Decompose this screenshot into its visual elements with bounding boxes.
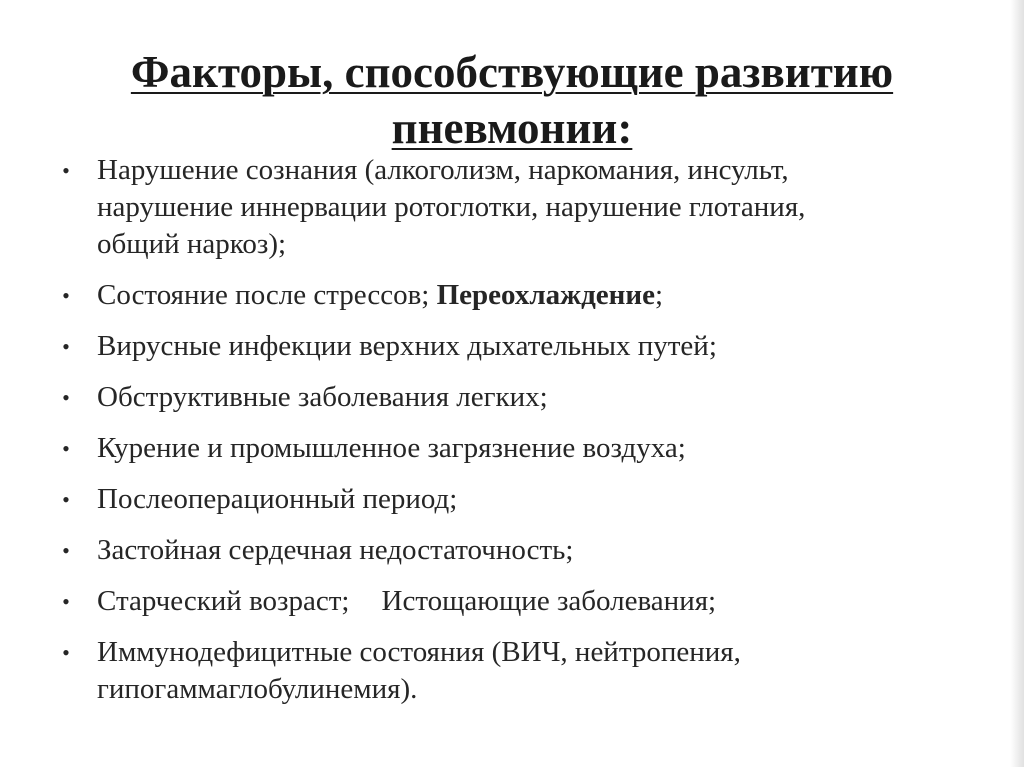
list-item [56,430,956,467]
item-1-line-1: Нарушение сознания (алкоголизм, наркомания, инсульт, [97,154,789,186]
item-9-line-2: гипогаммаглобулинемия). [97,673,418,705]
item-7-text: Застойная сердечная недостаточность; [97,534,574,566]
list-item [56,481,956,518]
item-2-text: Состояние после стрессов; [97,279,437,311]
item-4-text: Обструктивные заболевания легких; [97,381,548,413]
list-item [56,277,956,314]
bullet-icon: • [62,487,70,512]
list-item [56,379,956,416]
bullet-icon: • [62,158,70,183]
title-line-1: Факторы, способствующие развитию [130,47,894,97]
list-item [56,634,956,708]
bullet-icon: • [62,538,70,563]
item-2-bold-text: Переохлаждение [436,279,655,311]
item-5-text: Курение и промышленное загрязнение воздуха; [97,432,686,464]
item-9-line-1: Иммунодефицитные состояния (ВИЧ, нейтропения, [97,636,741,668]
item-8-text-b: Истощающие заболевания; [381,585,717,617]
list-item [56,328,956,365]
factors-list [56,152,956,722]
bullet-icon: • [62,334,70,359]
bullet-icon: • [62,283,70,308]
slide-title [0,44,1024,156]
item-1-line-3: общий наркоз); [97,228,287,260]
item-1-line-2: нарушение иннервации ротоглотки, нарушение глотания, [97,191,806,223]
title-line-2: пневмонии: [391,103,633,153]
item-8-text-a: Старческий возраст; [97,585,350,617]
bullet-icon: • [62,385,70,410]
list-item [56,583,956,620]
list-item [56,532,956,569]
item-3-text: Вирусные инфекции верхних дыхательных путей; [97,330,717,362]
bullet-icon: • [62,640,70,665]
bullet-icon: • [62,436,70,461]
item-2-end: ; [654,279,664,311]
bullet-icon: • [62,589,70,614]
list-item [56,152,956,263]
item-6-text: Послеоперационный период; [97,483,458,515]
